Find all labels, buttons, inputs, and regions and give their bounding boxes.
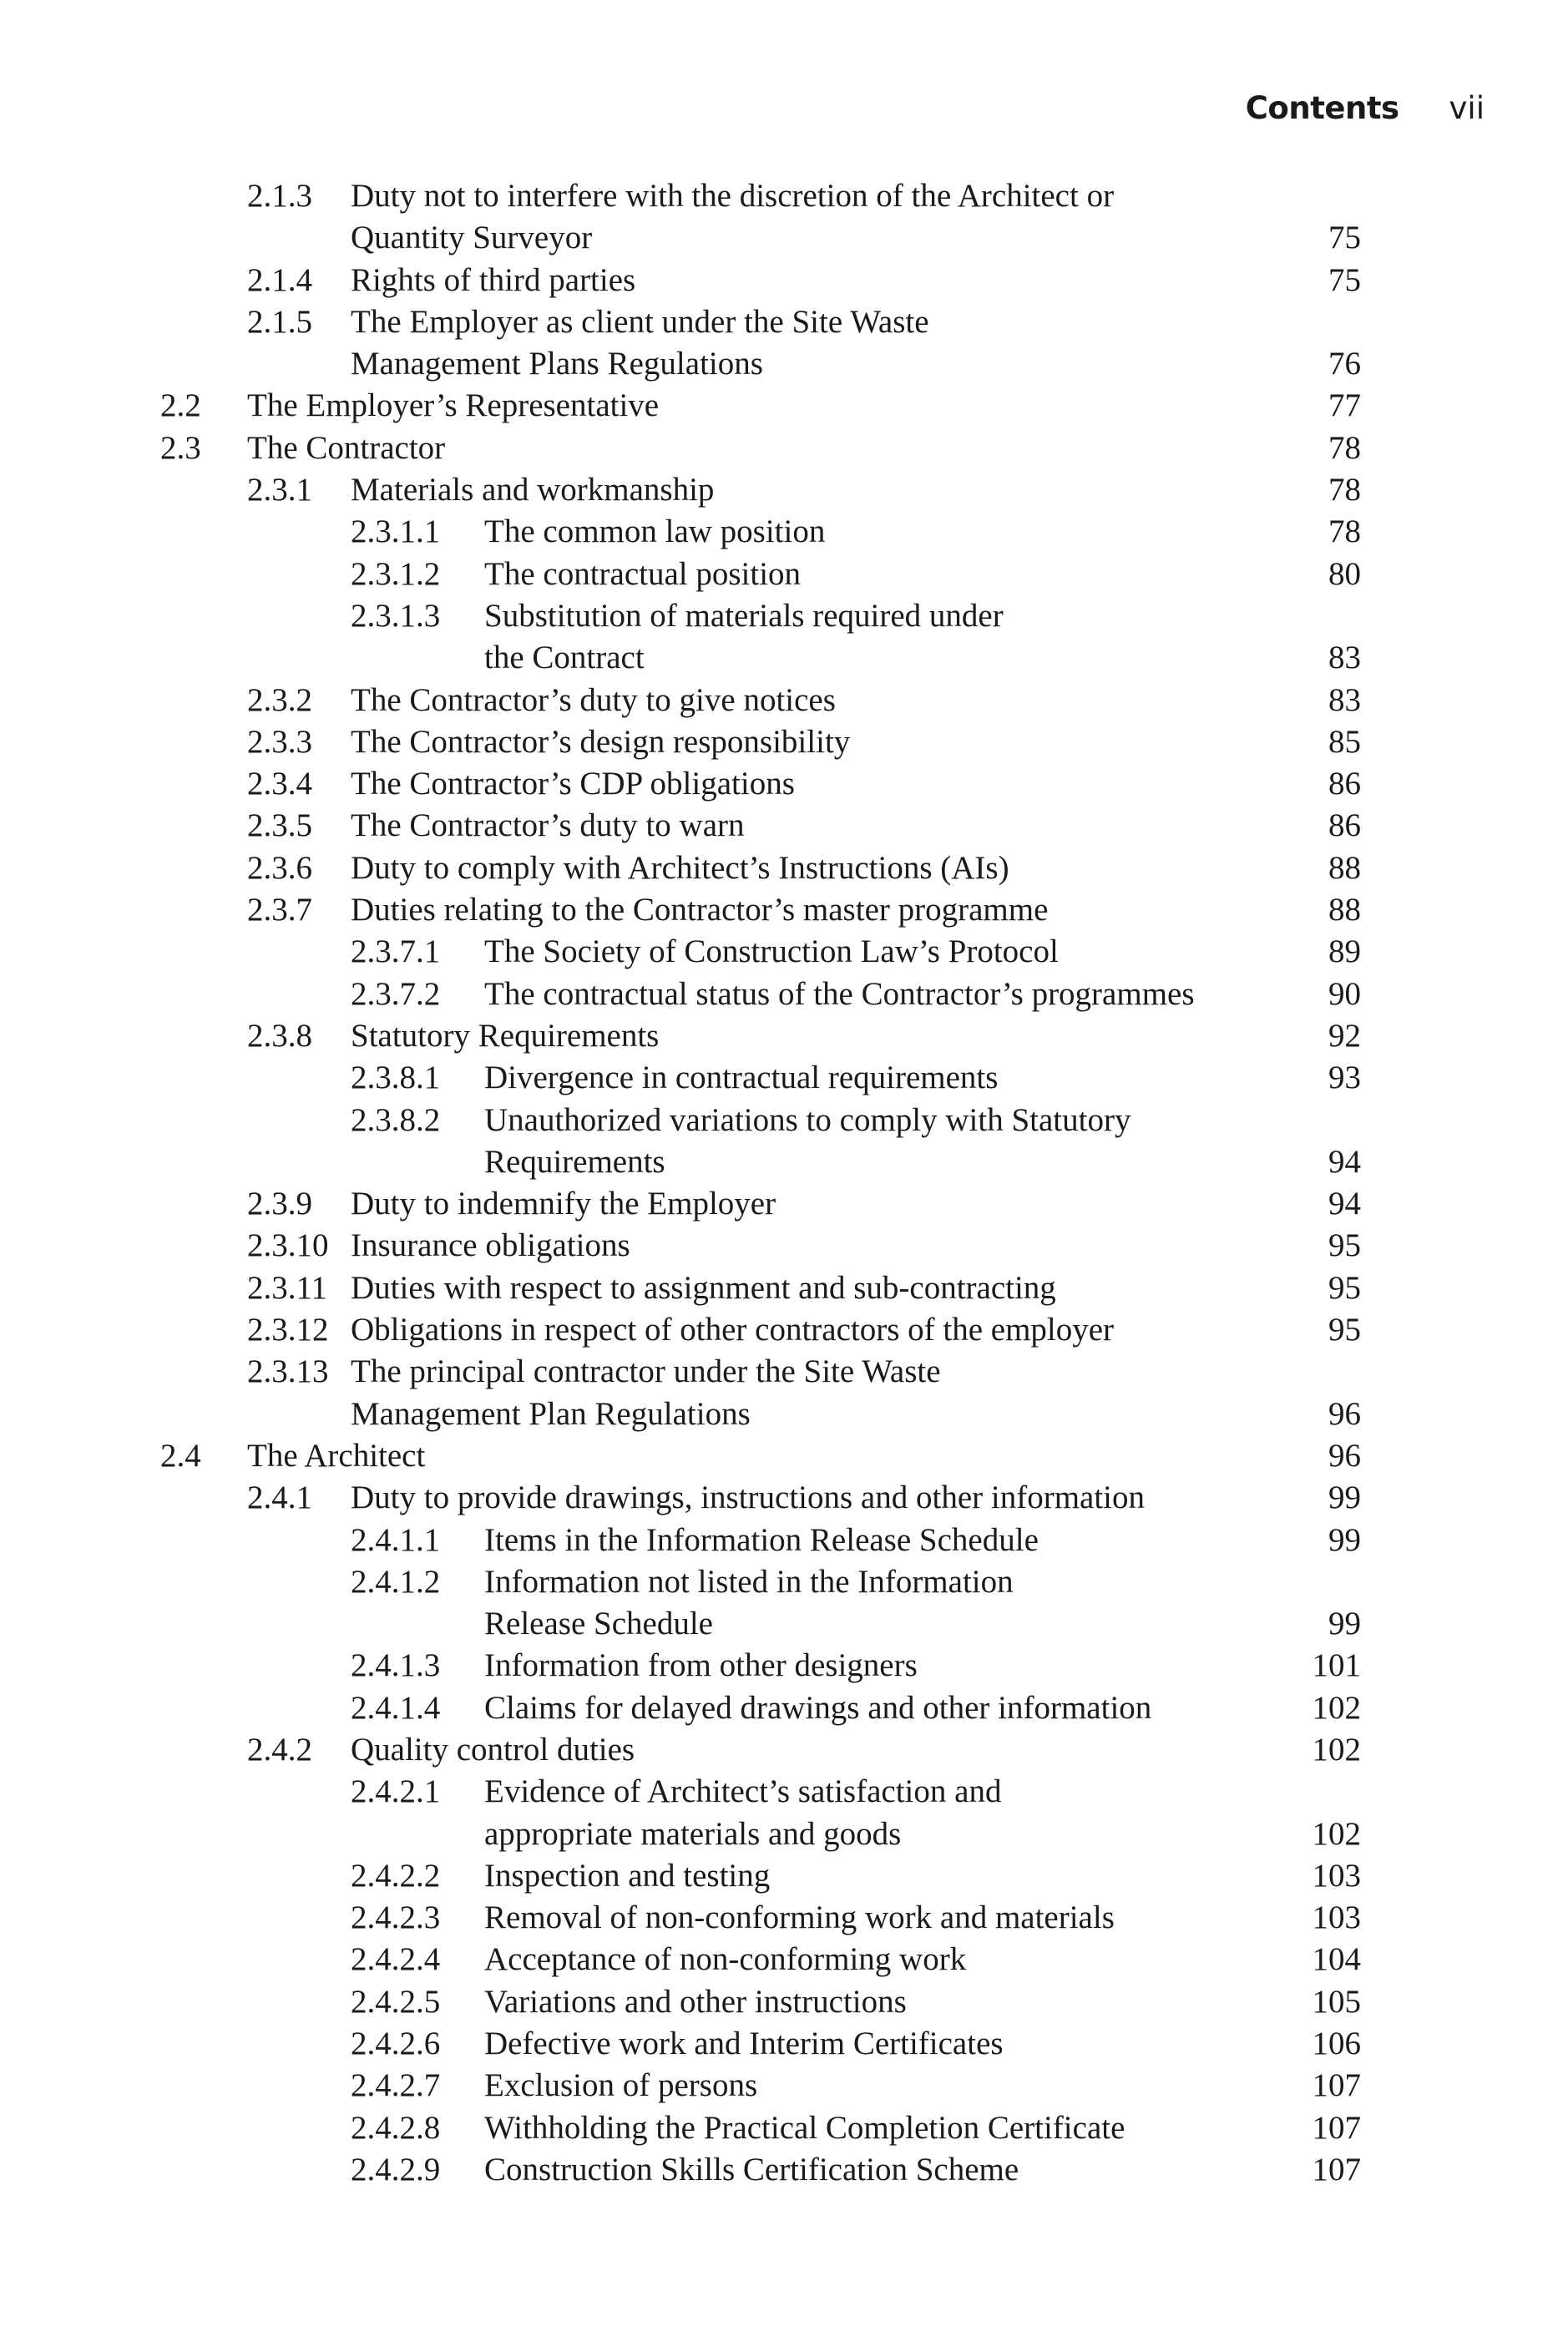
toc-entry-page-number: 102 bbox=[1312, 1731, 1361, 1768]
toc-entry-number: 2.2 bbox=[160, 387, 201, 424]
running-header-title: Contents bbox=[1245, 90, 1399, 126]
toc-entry-title: The contractual position bbox=[484, 555, 802, 592]
toc-entry-line bbox=[0, 974, 1568, 1015]
toc-entry-line bbox=[0, 260, 1568, 301]
toc-entry-page-number: 107 bbox=[1312, 2151, 1361, 2188]
toc-entry-title: appropriate materials and goods bbox=[484, 1815, 902, 1852]
toc-entry-number: 2.3.6 bbox=[247, 849, 312, 886]
toc-entry-page-number: 107 bbox=[1312, 2067, 1361, 2104]
toc-entry-page-number: 76 bbox=[1328, 346, 1361, 382]
toc-entry-title: Quality control duties bbox=[351, 1731, 635, 1768]
toc-entry-line bbox=[0, 1645, 1568, 1687]
toc-entry-title: Removal of non-conforming work and materials bbox=[484, 1899, 1115, 1936]
toc-entry-title: Duty to provide drawings, instructions and other information bbox=[351, 1480, 1146, 1516]
toc-entry-line bbox=[0, 721, 1568, 763]
toc-entry-line bbox=[0, 1435, 1568, 1477]
toc-entry-page-number: 107 bbox=[1312, 2109, 1361, 2146]
toc-entry-number: 2.3.5 bbox=[247, 807, 312, 844]
toc-entry-line bbox=[0, 343, 1568, 385]
toc-entry-title: the Contract bbox=[484, 640, 645, 676]
toc-entry-page-number: 95 bbox=[1328, 1312, 1361, 1348]
toc-entry-title: Claims for delayed drawings and other information bbox=[484, 1689, 1152, 1726]
toc-entry-line bbox=[0, 1897, 1568, 1939]
toc-entry-line bbox=[0, 1477, 1568, 1519]
toc-entry-number: 2.4.1.1 bbox=[351, 1521, 441, 1558]
toc-entry-title: Materials and workmanship bbox=[351, 472, 715, 508]
toc-entry-line bbox=[0, 301, 1568, 343]
toc-entry-number: 2.1.5 bbox=[247, 303, 312, 340]
toc-entry-page-number: 80 bbox=[1328, 555, 1361, 592]
toc-entry-title: Duty not to interfere with the discretion of the Architect or bbox=[351, 178, 1115, 214]
toc-entry-title: Statutory Requirements bbox=[351, 1017, 660, 1054]
toc-entry-line bbox=[0, 637, 1568, 679]
toc-entry-line bbox=[0, 2149, 1568, 2191]
toc-entry-number: 2.3.13 bbox=[247, 1353, 329, 1390]
toc-entry-number: 2.4.1.4 bbox=[351, 1689, 441, 1726]
toc-entry-title: Insurance obligations bbox=[351, 1227, 630, 1264]
toc-entry-line bbox=[0, 1267, 1568, 1309]
toc-entry-line bbox=[0, 2107, 1568, 2149]
toc-entry-number: 2.4.2 bbox=[247, 1731, 312, 1768]
toc-entry-title: Information from other designers bbox=[484, 1647, 918, 1684]
toc-entry-line bbox=[0, 1561, 1568, 1603]
toc-entry-number: 2.3.11 bbox=[247, 1269, 328, 1306]
toc-entry-title: Management Plan Regulations bbox=[351, 1395, 751, 1432]
toc-entry-number: 2.1.4 bbox=[247, 261, 312, 298]
toc-entry-line bbox=[0, 2065, 1568, 2107]
toc-entry-number: 2.4.1.2 bbox=[351, 1563, 441, 1600]
toc-entry-line bbox=[0, 1100, 1568, 1141]
toc-entry-title: Unauthorized variations to comply with Statutory bbox=[484, 1101, 1131, 1138]
toc-entry-title: Duty to indemnify the Employer bbox=[351, 1186, 776, 1222]
toc-entry-page-number: 106 bbox=[1312, 2026, 1361, 2062]
toc-entry-page-number: 104 bbox=[1312, 1941, 1361, 1978]
toc-entry-line bbox=[0, 1141, 1568, 1183]
toc-entry-line bbox=[0, 805, 1568, 847]
toc-entry-number: 2.4.2.3 bbox=[351, 1899, 441, 1936]
toc-entry-page-number: 78 bbox=[1328, 429, 1361, 466]
toc-entry-number: 2.3.1 bbox=[247, 472, 312, 508]
toc-entry-line bbox=[0, 595, 1568, 637]
toc-entry-page-number: 102 bbox=[1312, 1689, 1361, 1726]
toc-entry-number: 2.3.2 bbox=[247, 681, 312, 718]
toc-entry-number: 2.3.7.2 bbox=[351, 975, 441, 1012]
running-header bbox=[1246, 90, 1485, 126]
toc-entry-title: Defective work and Interim Certificates bbox=[484, 2026, 1004, 2062]
toc-entry-title: Rights of third parties bbox=[351, 261, 636, 298]
toc-entry-page-number: 92 bbox=[1328, 1017, 1361, 1054]
toc-entry-title: Inspection and testing bbox=[484, 1857, 771, 1894]
toc-entry-page-number: 83 bbox=[1328, 640, 1361, 676]
toc-entry-number: 2.3.12 bbox=[247, 1312, 329, 1348]
toc-entry-line bbox=[0, 427, 1568, 469]
toc-entry-number: 2.3.10 bbox=[247, 1227, 329, 1264]
toc-entry-number: 2.4.2.2 bbox=[351, 1857, 441, 1894]
toc-entry-title: Requirements bbox=[484, 1143, 665, 1180]
toc-entry-number: 2.4.1 bbox=[247, 1480, 312, 1516]
toc-entry-line bbox=[0, 1309, 1568, 1351]
toc-entry-page-number: 94 bbox=[1328, 1143, 1361, 1180]
toc-entry-title: Substitution of materials required under bbox=[484, 597, 1004, 634]
toc-entry-title: The Contractor’s design responsibility bbox=[351, 723, 851, 760]
toc-entry-line bbox=[0, 763, 1568, 805]
toc-entry-title: Evidence of Architect’s satisfaction and bbox=[484, 1773, 1002, 1810]
toc-entry-line bbox=[0, 1981, 1568, 2023]
toc-entry-line bbox=[0, 1057, 1568, 1099]
toc-entry-number: 2.3.1.3 bbox=[351, 597, 441, 634]
toc-entry-title: The Employer’s Representative bbox=[247, 387, 660, 424]
toc-entry-page-number: 96 bbox=[1328, 1395, 1361, 1432]
toc-entry-line bbox=[0, 469, 1568, 511]
toc-entry-title: Information not listed in the Information bbox=[484, 1563, 1014, 1600]
toc-entry-line bbox=[0, 511, 1568, 553]
toc-entry-page-number: 95 bbox=[1328, 1227, 1361, 1264]
toc-entry-page-number: 103 bbox=[1312, 1899, 1361, 1936]
toc-entry-title: The Contractor’s duty to warn bbox=[351, 807, 745, 844]
toc-entry-line bbox=[0, 1183, 1568, 1225]
toc-entry-page-number: 101 bbox=[1312, 1647, 1361, 1684]
running-header-page-number: vii bbox=[1449, 90, 1485, 126]
toc-entry-number: 2.4.2.1 bbox=[351, 1773, 441, 1810]
toc-entry-line bbox=[0, 1855, 1568, 1897]
toc-entry-title: Duties with respect to assignment and sub-contracting bbox=[351, 1269, 1056, 1306]
toc-entry-number: 2.3.1.1 bbox=[351, 513, 441, 550]
toc-entry-number: 2.3.8.1 bbox=[351, 1060, 441, 1096]
toc-entry-page-number: 99 bbox=[1328, 1606, 1361, 1642]
toc-entry-line bbox=[0, 889, 1568, 931]
toc-entry-line bbox=[0, 1939, 1568, 1980]
toc-entry-line bbox=[0, 1015, 1568, 1057]
toc-entry-number: 2.3.8.2 bbox=[351, 1101, 441, 1138]
toc-entry-page-number: 99 bbox=[1328, 1480, 1361, 1516]
toc-entry-page-number: 95 bbox=[1328, 1269, 1361, 1306]
toc-entry-number: 2.4.2.4 bbox=[351, 1941, 441, 1978]
toc-entry-number: 2.4.2.8 bbox=[351, 2109, 441, 2146]
toc-entry-title: Management Plans Regulations bbox=[351, 346, 763, 382]
toc-entry-number: 2.3.1.2 bbox=[351, 555, 441, 592]
toc-entry-line bbox=[0, 1394, 1568, 1435]
toc-entry-page-number: 88 bbox=[1328, 892, 1361, 928]
toc-entry-line bbox=[0, 175, 1568, 217]
toc-entry-title: Quantity Surveyor bbox=[351, 220, 593, 256]
toc-entry-number: 2.4.2.6 bbox=[351, 2026, 441, 2062]
toc-entry-line bbox=[0, 2023, 1568, 2065]
toc-entry-line bbox=[0, 1351, 1568, 1393]
toc-entry-line bbox=[0, 1603, 1568, 1645]
table-of-contents bbox=[0, 175, 1568, 2191]
toc-entry-title: Divergence in contractual requirements bbox=[484, 1060, 999, 1096]
toc-entry-title: The Contractor’s CDP obligations bbox=[351, 766, 795, 802]
toc-entry-line bbox=[0, 1813, 1568, 1855]
toc-entry-line bbox=[0, 1520, 1568, 1561]
toc-entry-line bbox=[0, 847, 1568, 889]
toc-entry-number: 2.4.1.3 bbox=[351, 1647, 441, 1684]
toc-entry-page-number: 99 bbox=[1328, 1521, 1361, 1558]
toc-entry-number: 2.3.8 bbox=[247, 1017, 312, 1054]
toc-entry-page-number: 78 bbox=[1328, 472, 1361, 508]
toc-entry-page-number: 77 bbox=[1328, 387, 1361, 424]
toc-entry-number: 2.1.3 bbox=[247, 178, 312, 214]
toc-entry-title: The Employer as client under the Site Waste bbox=[351, 303, 929, 340]
toc-entry-number: 2.3 bbox=[160, 429, 201, 466]
toc-entry-line bbox=[0, 385, 1568, 427]
toc-entry-title: Exclusion of persons bbox=[484, 2067, 758, 2104]
toc-entry-number: 2.3.7.1 bbox=[351, 933, 441, 970]
toc-entry-title: Variations and other instructions bbox=[484, 1983, 907, 2020]
toc-entry-page-number: 89 bbox=[1328, 933, 1361, 970]
toc-entry-title: Acceptance of non-conforming work bbox=[484, 1941, 967, 1978]
toc-entry-page-number: 105 bbox=[1312, 1983, 1361, 2020]
toc-entry-title: The Contractor’s duty to give notices bbox=[351, 681, 836, 718]
toc-entry-line bbox=[0, 217, 1568, 259]
toc-entry-title: The common law position bbox=[484, 513, 826, 550]
toc-entry-number: 2.3.9 bbox=[247, 1186, 312, 1222]
toc-entry-title: Release Schedule bbox=[484, 1606, 713, 1642]
toc-entry-title: Withholding the Practical Completion Certificate bbox=[484, 2109, 1125, 2146]
toc-entry-title: The Architect bbox=[247, 1437, 426, 1474]
toc-entry-number: 2.4 bbox=[160, 1437, 201, 1474]
toc-entry-page-number: 94 bbox=[1328, 1186, 1361, 1222]
toc-entry-title: Duty to comply with Architect’s Instructions (AIs) bbox=[351, 849, 1009, 886]
toc-entry-line bbox=[0, 1687, 1568, 1729]
toc-entry-page-number: 88 bbox=[1328, 849, 1361, 886]
toc-entry-title: Items in the Information Release Schedule bbox=[484, 1521, 1039, 1558]
toc-entry-line bbox=[0, 680, 1568, 721]
toc-entry-page-number: 103 bbox=[1312, 1857, 1361, 1894]
toc-entry-page-number: 75 bbox=[1328, 261, 1361, 298]
toc-entry-number: 2.4.2.9 bbox=[351, 2151, 441, 2188]
toc-entry-number: 2.4.2.5 bbox=[351, 1983, 441, 2020]
toc-entry-page-number: 96 bbox=[1328, 1437, 1361, 1474]
toc-entry-line bbox=[0, 1225, 1568, 1267]
toc-entry-line bbox=[0, 1729, 1568, 1771]
toc-entry-page-number: 93 bbox=[1328, 1060, 1361, 1096]
toc-entry-line bbox=[0, 1771, 1568, 1813]
toc-entry-page-number: 85 bbox=[1328, 723, 1361, 760]
toc-entry-page-number: 90 bbox=[1328, 975, 1361, 1012]
toc-entry-page-number: 78 bbox=[1328, 513, 1361, 550]
toc-entry-page-number: 102 bbox=[1312, 1815, 1361, 1852]
toc-entry-number: 2.4.2.7 bbox=[351, 2067, 441, 2104]
toc-entry-title: The contractual status of the Contractor’s programmes bbox=[484, 975, 1195, 1012]
toc-entry-title: The principal contractor under the Site Waste bbox=[351, 1353, 941, 1390]
toc-entry-number: 2.3.4 bbox=[247, 766, 312, 802]
toc-entry-title: Duties relating to the Contractor’s master programme bbox=[351, 892, 1049, 928]
toc-entry-page-number: 86 bbox=[1328, 807, 1361, 844]
toc-entry-page-number: 86 bbox=[1328, 766, 1361, 802]
toc-entry-title: Obligations in respect of other contractors of the employer bbox=[351, 1312, 1115, 1348]
toc-entry-line bbox=[0, 554, 1568, 595]
toc-entry-title: Construction Skills Certification Scheme bbox=[484, 2151, 1019, 2188]
toc-entry-page-number: 83 bbox=[1328, 681, 1361, 718]
toc-entry-title: The Contractor bbox=[247, 429, 446, 466]
toc-entry-title: The Society of Construction Law’s Protocol bbox=[484, 933, 1059, 970]
toc-entry-page-number: 75 bbox=[1328, 220, 1361, 256]
toc-entry-number: 2.3.7 bbox=[247, 892, 312, 928]
toc-entry-line bbox=[0, 931, 1568, 973]
toc-entry-number: 2.3.3 bbox=[247, 723, 312, 760]
